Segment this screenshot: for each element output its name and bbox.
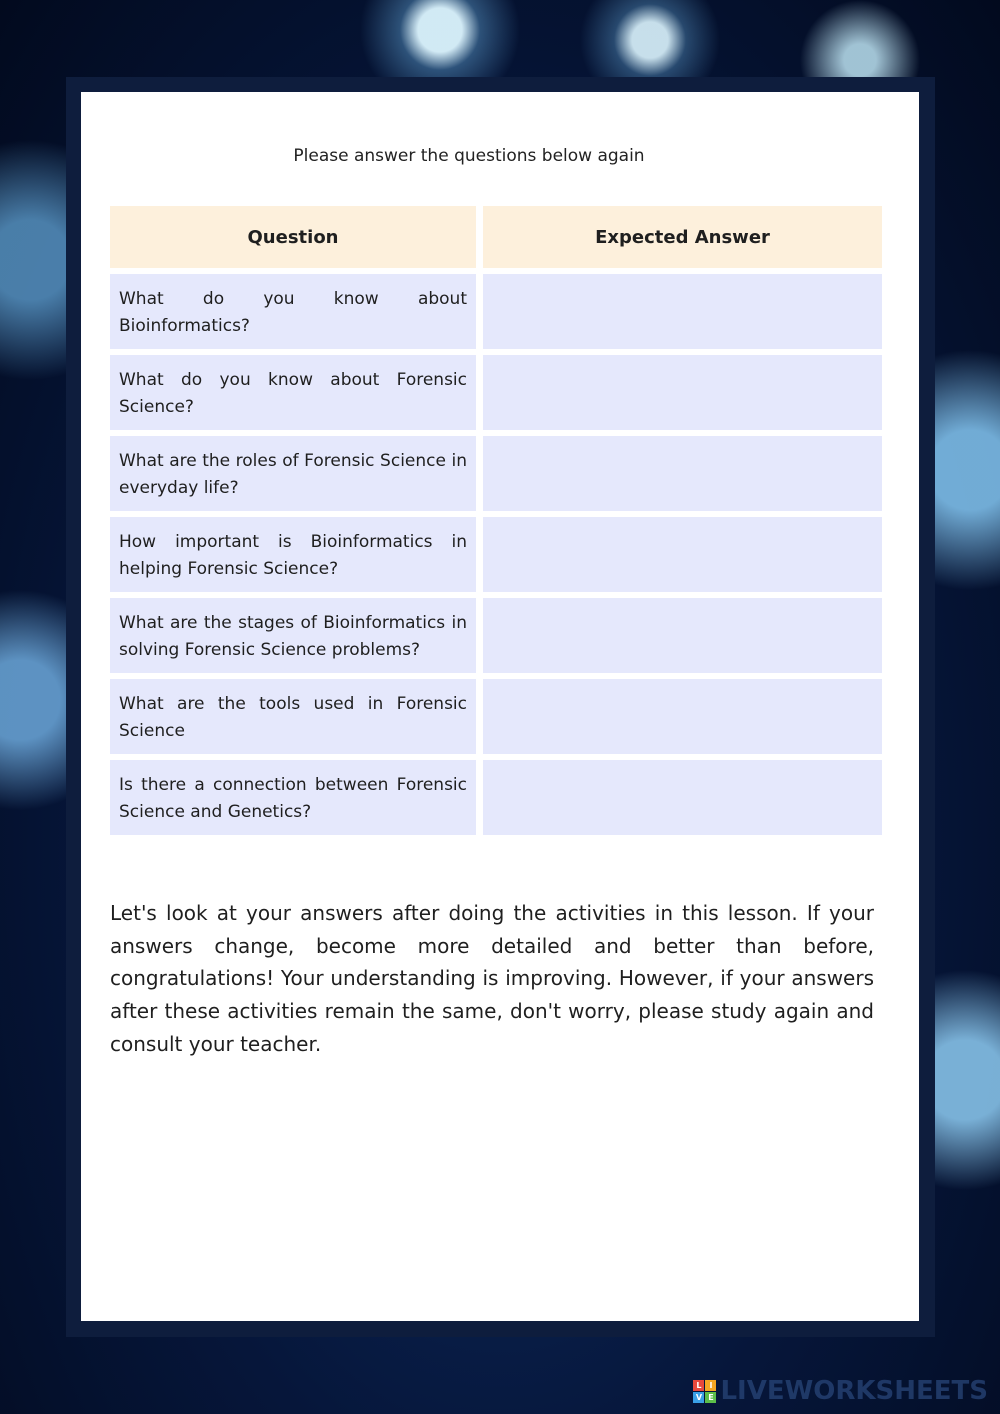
- table-row: [110, 274, 882, 349]
- questions-table: [110, 206, 882, 841]
- table-row: [110, 355, 882, 430]
- table-header-row: [110, 206, 882, 268]
- question-cell: Is there a connection between Forensic Science and Genetics?: [110, 760, 476, 835]
- logo-letter: I: [705, 1380, 716, 1391]
- liveworksheets-logo-icon: [693, 1380, 716, 1403]
- instructions-text: Please answer the questions below again: [293, 146, 645, 166]
- liveworksheets-wordmark: LIVEWORKSHEETS: [720, 1376, 988, 1406]
- header-expected-answer: Expected Answer: [483, 206, 882, 268]
- question-cell: What are the roles of Forensic Science in everyday life?: [110, 436, 476, 511]
- question-cell: What do you know about Forensic Science?: [110, 355, 476, 430]
- answer-cell[interactable]: [483, 598, 882, 673]
- logo-letter: L: [693, 1380, 704, 1391]
- answer-cell[interactable]: [483, 274, 882, 349]
- table-row: [110, 436, 882, 511]
- table-row: [110, 760, 882, 835]
- table-row: [110, 679, 882, 754]
- liveworksheets-brand: [693, 1376, 988, 1406]
- logo-letter: E: [705, 1392, 716, 1403]
- answer-cell[interactable]: [483, 760, 882, 835]
- table-row: [110, 517, 882, 592]
- closing-paragraph: Let's look at your answers after doing the activities in this lesson. If your answers change, become more detailed and better than before, congratulations! Your understanding is improving. However, if your answers after these activities remain the same, don't worry, please study again and consult your teacher.: [110, 901, 874, 1056]
- question-cell: What are the stages of Bioinformatics in solving Forensic Science problems?: [110, 598, 476, 673]
- question-cell: What are the tools used in Forensic Science: [110, 679, 476, 754]
- header-question: Question: [110, 206, 476, 268]
- answer-cell[interactable]: [483, 436, 882, 511]
- answer-cell[interactable]: [483, 679, 882, 754]
- logo-letter: V: [693, 1392, 704, 1403]
- question-cell: How important is Bioinformatics in helping Forensic Science?: [110, 517, 476, 592]
- answer-cell[interactable]: [483, 517, 882, 592]
- table-row: [110, 598, 882, 673]
- question-cell: What do you know about Bioinformatics?: [110, 274, 476, 349]
- answer-cell[interactable]: [483, 355, 882, 430]
